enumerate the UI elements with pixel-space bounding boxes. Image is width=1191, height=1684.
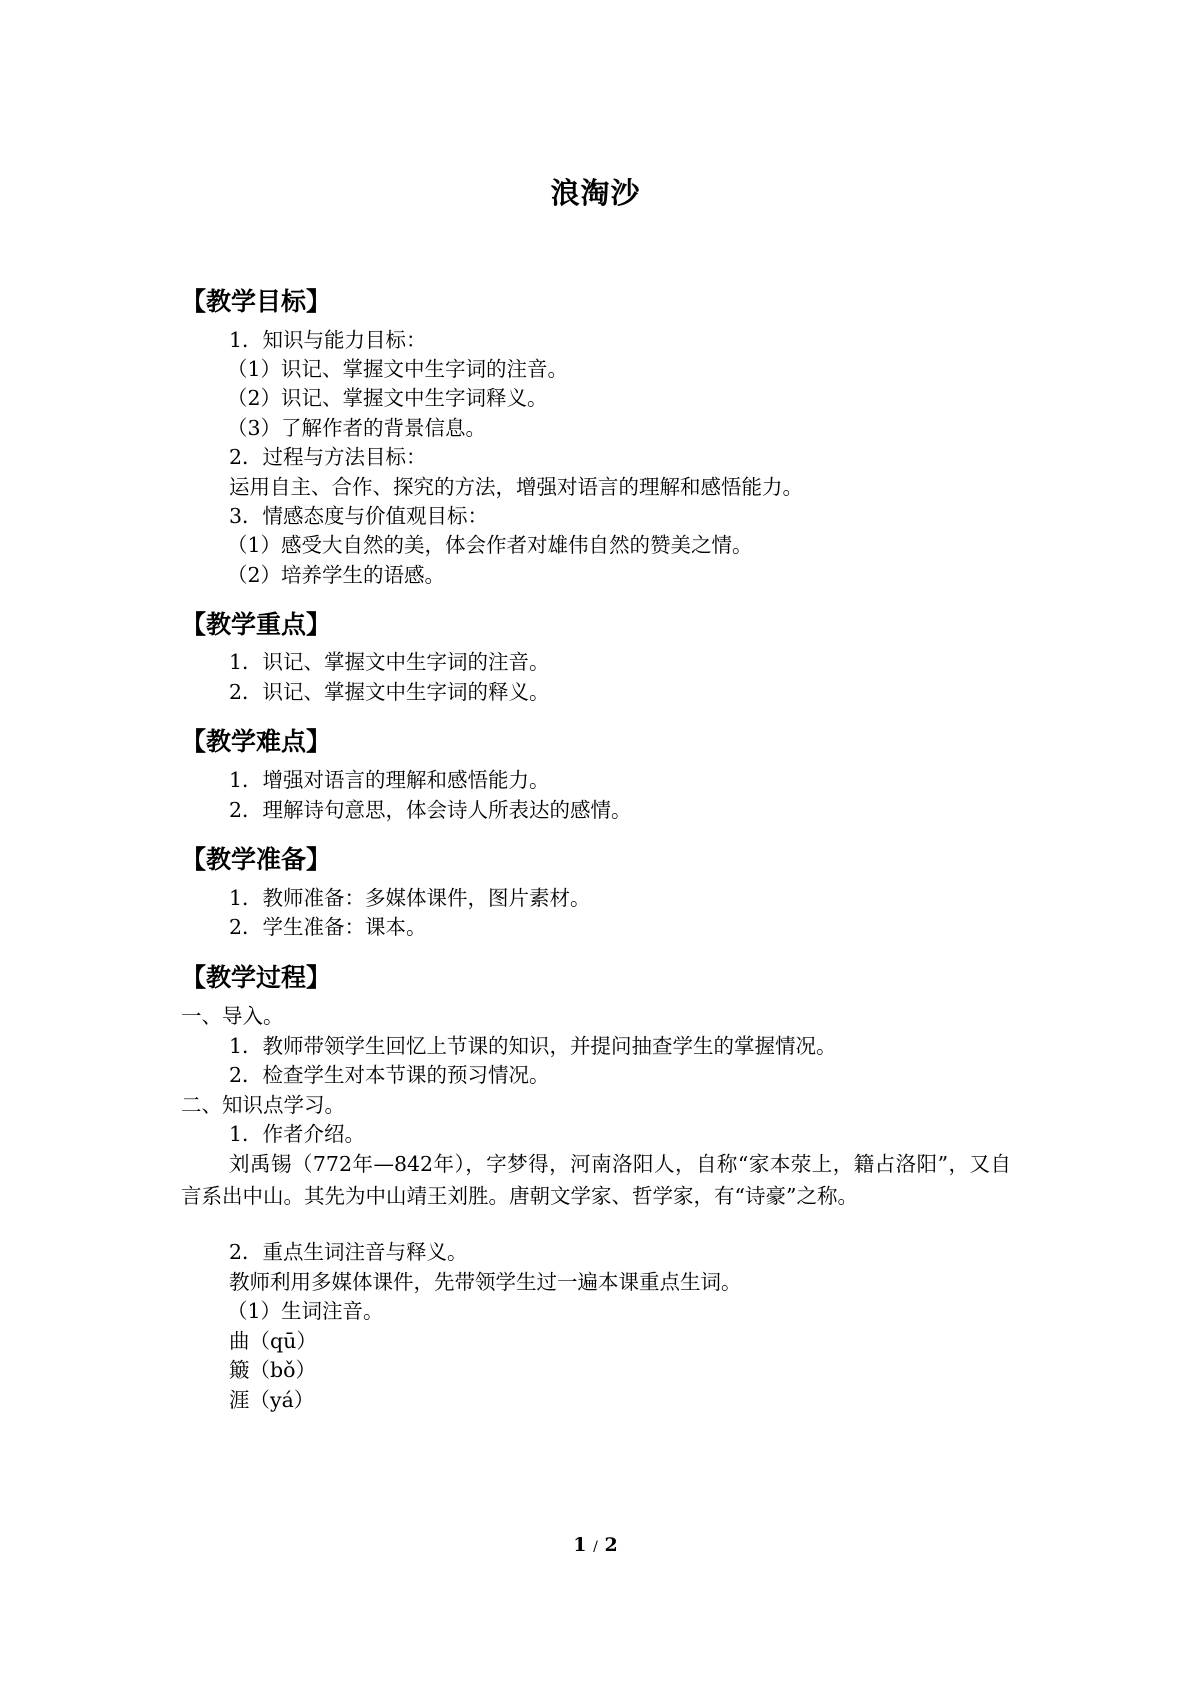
section-heading-process: 【教学过程】 <box>181 963 332 992</box>
document-title: 浪淘沙 <box>550 176 641 210</box>
vocab-intro: 教师利用多媒体课件，先带领学生过一遍本课重点生词。 <box>229 1270 742 1294</box>
page-total: 2 <box>604 1534 618 1556</box>
process-line: 2．检查学生对本节课的预习情况。 <box>229 1063 550 1087</box>
key-points-line: 1．识记、掌握文中生字词的注音。 <box>229 650 550 674</box>
vocab-word: 涯（yá） <box>229 1388 315 1412</box>
page-current: 1 <box>573 1534 587 1556</box>
vocab-word: 簸（bǒ） <box>229 1358 316 1382</box>
objectives-line: 3．情感态度与价值观目标： <box>229 504 489 528</box>
vocab-label: 2．重点生词注音与释义。 <box>229 1240 468 1264</box>
process-part2-title: 二、知识点学习。 <box>181 1093 345 1117</box>
vocab-word: 曲（qū） <box>229 1329 317 1353</box>
page-number <box>0 1534 1191 1556</box>
section-heading-key-points: 【教学重点】 <box>181 610 332 639</box>
objectives-line: 运用自主、合作、探究的方法，增强对语言的理解和感悟能力。 <box>229 475 803 499</box>
difficulties-line: 2．理解诗句意思，体会诗人所表达的感情。 <box>229 798 632 822</box>
key-points-line: 2．识记、掌握文中生字词的释义。 <box>229 680 550 704</box>
author-paragraph: 刘禹锡（772年—842年），字梦得，河南洛阳人，自称“家本荥上，籍占洛阳”，又自言系出中山。其先为中山靖王刘胜。唐朝文学家、哲学家，有“诗豪”之称。 <box>181 1152 1011 1208</box>
objectives-line: （3）了解作者的背景信息。 <box>227 416 487 440</box>
section-heading-objectives: 【教学目标】 <box>181 287 332 316</box>
preparation-line: 2．学生准备：课本。 <box>229 915 427 939</box>
preparation-line: 1．教师准备：多媒体课件，图片素材。 <box>229 886 591 910</box>
objectives-line: （2）培养学生的语感。 <box>227 563 446 587</box>
section-heading-preparation: 【教学准备】 <box>181 845 332 874</box>
objectives-line: 1．知识与能力目标： <box>229 328 427 352</box>
author-intro-label: 1．作者介绍。 <box>229 1122 366 1146</box>
process-line: 1．教师带领学生回忆上节课的知识，并提问抽查学生的掌握情况。 <box>229 1034 837 1058</box>
process-part1-title: 一、导入。 <box>181 1004 284 1028</box>
section-heading-difficulties: 【教学难点】 <box>181 727 332 756</box>
difficulties-line: 1．增强对语言的理解和感悟能力。 <box>229 768 550 792</box>
objectives-line: （2）识记、掌握文中生字词释义。 <box>227 386 548 410</box>
objectives-line: 2．过程与方法目标： <box>229 445 427 469</box>
page-separator: / <box>593 1539 598 1555</box>
objectives-line: （1）感受大自然的美，体会作者对雄伟自然的赞美之情。 <box>227 533 753 557</box>
vocab-sub-heading: （1）生词注音。 <box>227 1299 384 1323</box>
objectives-line: （1）识记、掌握文中生字词的注音。 <box>227 357 569 381</box>
